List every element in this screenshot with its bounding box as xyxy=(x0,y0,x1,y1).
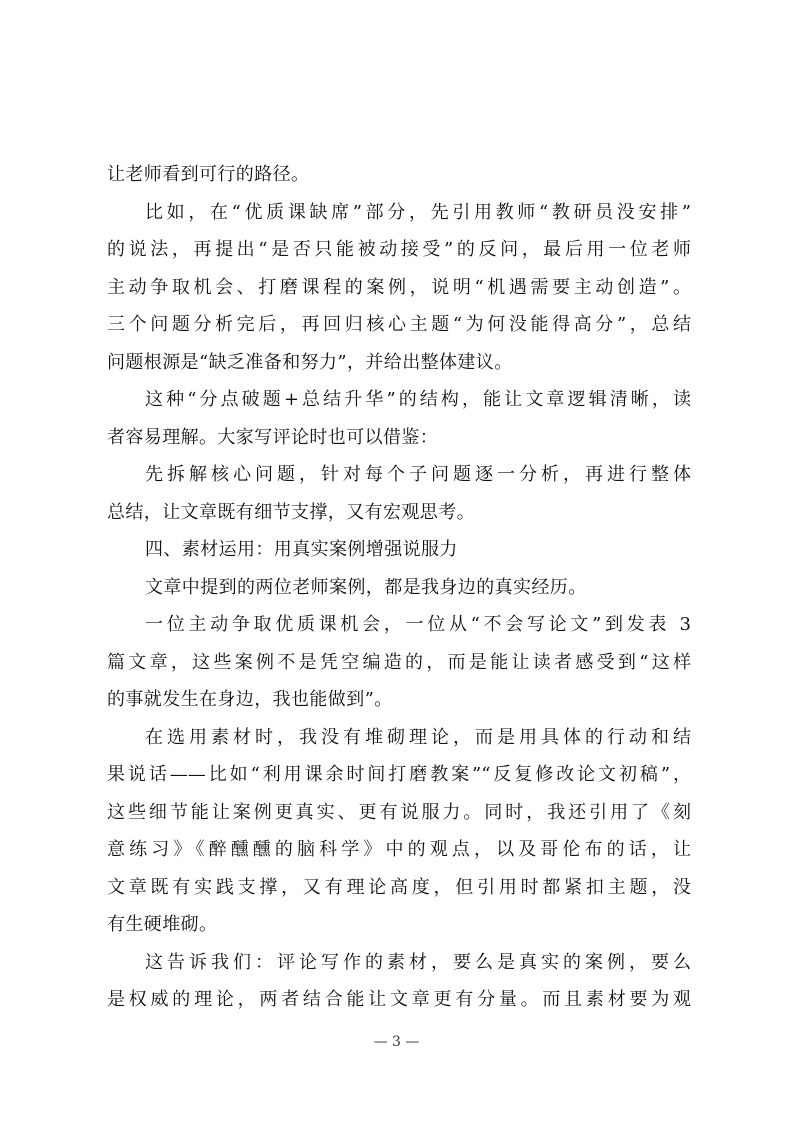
text-line: 让老师看到可行的路径。 xyxy=(107,164,310,185)
text-line: 总结，让文章既有细节支撑，又有宏观思考。 xyxy=(107,501,475,523)
page-number: — 3 — xyxy=(373,1034,420,1050)
text-line: 这种“分点破题+总结升华”的结构，能让文章逻辑清晰，读 xyxy=(145,389,691,410)
text-line: 在选用素材时，我没有堆砌理论，而是用具体的行动和结 xyxy=(145,726,691,748)
text-line: 这些细节能让案例更真实、更有说服力。同时，我还引用了《刻 xyxy=(107,801,691,823)
text-line: 有生硬堆砌。 xyxy=(107,914,218,935)
text-line: 比如，在“优质课缺席”部分，先引用教师“教研员没安排” xyxy=(145,201,691,223)
text-line: 者容易理解。大家写评论时也可以借鉴： xyxy=(107,426,439,448)
text-line: 的事就发生在身边，我也能做到”。 xyxy=(107,689,393,710)
text-line: 是权威的理论，两者结合能让文章更有分量。而且素材要为观 xyxy=(107,989,691,1010)
document-body xyxy=(107,156,691,1019)
text-line: 篇文章，这些案例不是凭空编造的，而是能让读者感受到“这样 xyxy=(107,651,691,673)
text-line: 意练习》《醉醺醺的脑科学》中的观点，以及哥伦布的话，让 xyxy=(107,839,691,860)
text-line: 先拆解核心问题，针对每个子问题逐一分析，再进行整体 xyxy=(145,464,691,485)
text-line: 一位主动争取优质课机会，一位从“不会写论文”到发表 3 xyxy=(145,614,691,635)
text-line: 果说话——比如“利用课余时间打磨教案”“反复修改论文初稿”， xyxy=(107,764,691,785)
text-line: 文章既有实践支撑，又有理论高度，但引用时都紧扣主题，没 xyxy=(107,876,691,898)
text-line: 文章中提到的两位老师案例，都是我身边的真实经历。 xyxy=(145,576,587,598)
text-line: 问题根源是“缺乏准备和努力”，并给出整体建议。 xyxy=(107,351,513,373)
section-heading: 四、素材运用：用真实案例增强说服力 xyxy=(145,539,458,560)
text-line: 的说法，再提出“是否只能被动接受”的反问，最后用一位老师 xyxy=(107,239,691,260)
text-line: 这告诉我们：评论写作的素材，要么是真实的案例，要么 xyxy=(145,951,691,973)
text-line: 三个问题分析完后，再回归核心主题“为何没能得高分”，总结 xyxy=(107,314,691,335)
text-line: 主动争取机会、打磨课程的案例，说明“机遇需要主动创造”。 xyxy=(107,276,691,298)
